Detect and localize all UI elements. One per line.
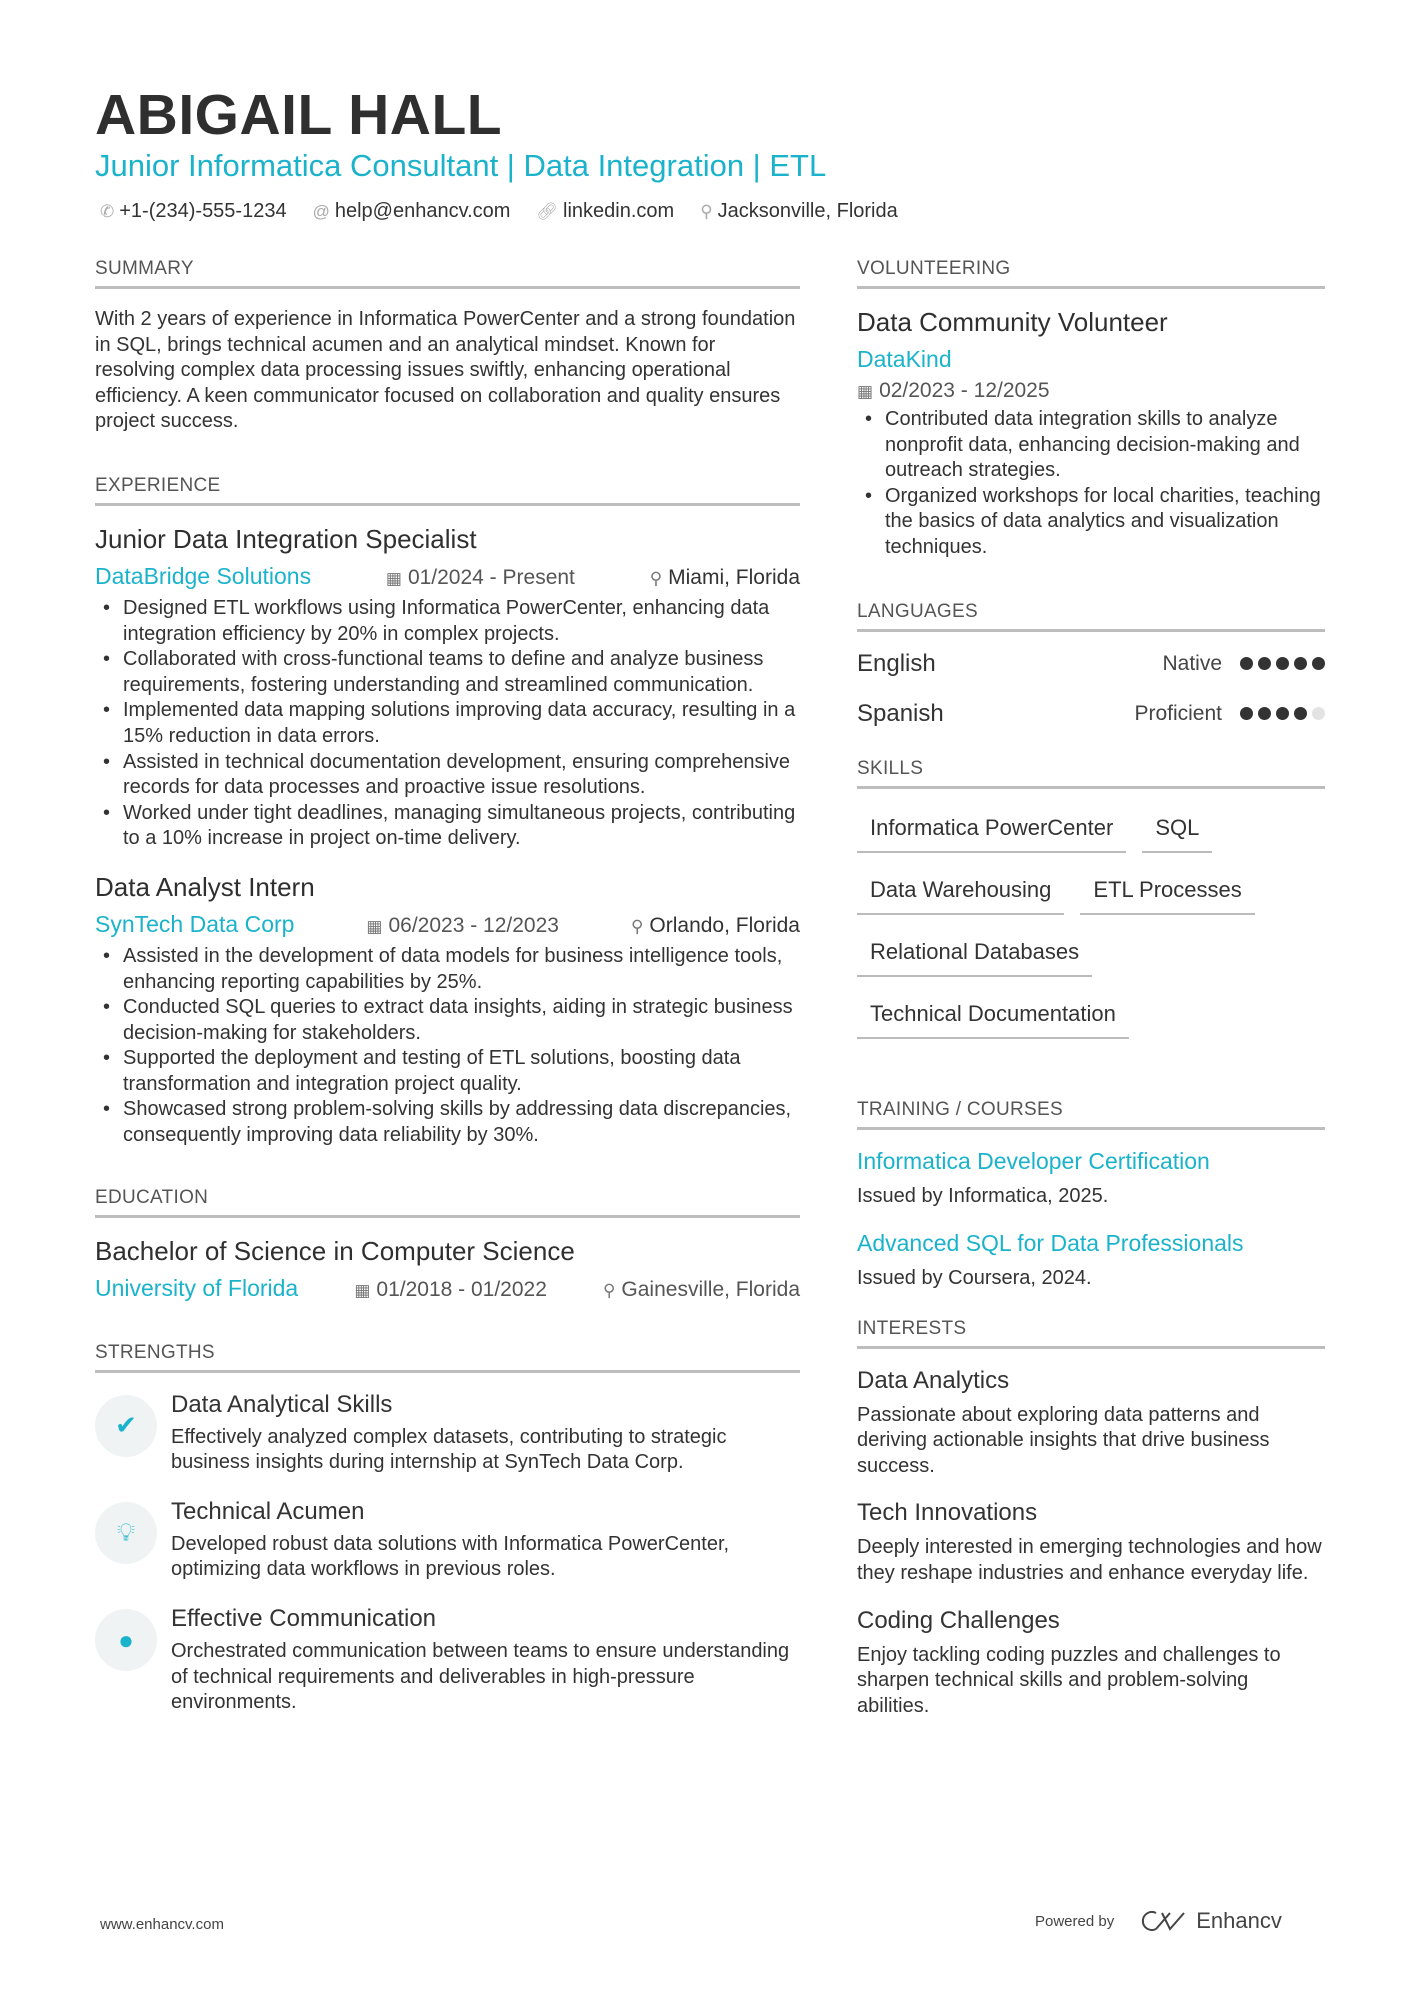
- bullet: • Designed ETL workflows using Informatica PowerCenter, enhancing data integration efficiency by 20% in complex projects.: [95, 596, 800, 647]
- interest-item: [857, 1607, 1325, 1720]
- interest-text: Deeply interested in emerging technologies and how they reshape industries and enhance everyday life.: [857, 1536, 1322, 1584]
- language-item: [857, 650, 1325, 678]
- strength-text: Developed robust data solutions with Informatica PowerCenter, optimizing data workflows in previous roles.: [171, 1532, 730, 1581]
- contact-location: [700, 200, 898, 223]
- volunteer-dates: [857, 379, 1325, 403]
- check-icon: ✔: [95, 1395, 157, 1457]
- location-text: Miami, Florida: [668, 565, 800, 589]
- bullet: • Assisted in technical documentation development, ensuring comprehensive records for data processes and proactive issue resolutions.: [95, 750, 800, 801]
- job-location: [631, 914, 800, 938]
- section-heading: VOLUNTEERING: [857, 258, 1325, 289]
- interests-section: [857, 1318, 1325, 1720]
- bullet: • Supported the deployment and testing of ETL solutions, boosting data transformation and integration project quality.: [95, 1046, 800, 1097]
- rating-dot-filled: [1240, 707, 1253, 720]
- rating-dot-filled: [1276, 657, 1289, 670]
- link-icon: 🔗︎: [536, 202, 559, 221]
- strength-title: Data Analytical Skills: [171, 1390, 393, 1418]
- skill-tag: Informatica PowerCenter: [857, 807, 1126, 853]
- brand-name: Enhancv: [1196, 1908, 1282, 1933]
- rating-dot-filled: [1240, 657, 1253, 670]
- training-section: [857, 1099, 1325, 1290]
- skill-tag: Relational Databases: [857, 931, 1092, 977]
- rating-dot-filled: [1294, 707, 1307, 720]
- school-name: University of Florida: [95, 1274, 299, 1301]
- course-title: Informatica Developer Certification: [857, 1147, 1210, 1174]
- rating-dot-filled: [1312, 657, 1325, 670]
- calendar-icon: ▦: [354, 1280, 371, 1300]
- job-bullets: [95, 944, 800, 1149]
- section-heading: TRAINING / COURSES: [857, 1099, 1325, 1130]
- strength-item: [95, 1391, 800, 1476]
- language-level: Native: [1162, 651, 1222, 675]
- contact-linkedin[interactable]: [536, 200, 674, 223]
- left-column: [95, 258, 800, 1756]
- languages-section: [857, 601, 1325, 728]
- bullet: • Collaborated with cross-functional teams to define and analyze business requirements, fostering understanding and streamlined communication.: [95, 647, 800, 698]
- enhancv-logo-icon: [1140, 1909, 1186, 1933]
- job-dates: [386, 566, 575, 590]
- course-issuer: Issued by Coursera, 2024.: [857, 1266, 1092, 1289]
- rating-dot-filled: [1276, 707, 1289, 720]
- strength-title: Technical Acumen: [171, 1497, 365, 1525]
- language-rating: [1240, 707, 1325, 720]
- dates-text: 01/2018 - 01/2022: [376, 1277, 547, 1301]
- course-issuer: Issued by Informatica, 2025.: [857, 1184, 1109, 1207]
- at-icon: @: [312, 202, 330, 221]
- candidate-name: ABIGAIL HALL: [95, 83, 503, 147]
- interest-title: Coding Challenges: [857, 1606, 1060, 1634]
- location-icon: ⚲: [630, 916, 644, 936]
- rating-dot-filled: [1258, 657, 1271, 670]
- section-heading: INTERESTS: [857, 1318, 1325, 1349]
- company-name: DataBridge Solutions: [95, 562, 312, 589]
- strength-item: [95, 1498, 800, 1583]
- location-text: Jacksonville, Florida: [717, 200, 898, 222]
- interest-text: Enjoy tackling coding puzzles and challenges to sharpen technical skills and problem-solving abilities.: [857, 1643, 1281, 1717]
- job-dates: [366, 914, 559, 938]
- job-meta-row: [95, 911, 800, 938]
- company-name: SynTech Data Corp: [95, 910, 295, 937]
- bullet: • Contributed data integration skills to analyze nonprofit data, enhancing decision-making and outreach strategies.: [857, 407, 1325, 484]
- skill-tag: SQL: [1142, 807, 1212, 853]
- calendar-icon: ▦: [385, 568, 402, 588]
- right-column: [857, 258, 1325, 1759]
- strength-text: Effectively analyzed complex datasets, contributing to strategic business insights during internship at SynTech Data Corp.: [171, 1425, 727, 1474]
- bullet: • Showcased strong problem-solving skills by addressing data discrepancies, consequently improving data reliability by 30%.: [95, 1097, 800, 1148]
- volunteer-role: Data Community Volunteer: [857, 307, 1168, 337]
- language-item: [857, 700, 1325, 728]
- section-heading: STRENGTHS: [95, 1342, 800, 1373]
- job-meta-row: [95, 563, 800, 590]
- location-icon: ⚲: [649, 568, 663, 588]
- interest-title: Tech Innovations: [857, 1499, 1038, 1527]
- contact-phone: [100, 200, 287, 223]
- education-section: [95, 1187, 800, 1302]
- lightbulb-icon: 💡︎: [95, 1502, 157, 1564]
- phone-icon: ✆: [100, 202, 115, 221]
- bullet: • Assisted in the development of data models for business intelligence tools, enhancing reporting capabilities by 25%.: [95, 944, 800, 995]
- interest-item: [857, 1499, 1325, 1586]
- rating-dot-empty: [1312, 707, 1325, 720]
- job-role: Data Analyst Intern: [95, 871, 315, 902]
- skill-tag: Data Warehousing: [857, 869, 1064, 915]
- contact-bar: [100, 200, 898, 223]
- language-level: Proficient: [1134, 701, 1222, 725]
- strength-text: Orchestrated communication between teams to ensure understanding of technical requirements and deliverables in high-pressure environments.: [171, 1640, 790, 1714]
- job-location: [650, 566, 800, 590]
- dates-text: 06/2023 - 12/2023: [388, 913, 559, 937]
- bullet: • Organized workshops for local charities, teaching the basics of data analytics and visualization techniques.: [857, 484, 1325, 561]
- bullet: • Conducted SQL queries to extract data insights, aiding in strategic business decision-making for stakeholders.: [95, 995, 800, 1046]
- section-heading: SUMMARY: [95, 258, 800, 289]
- section-heading: EDUCATION: [95, 1187, 800, 1218]
- skill-tag: ETL Processes: [1080, 869, 1254, 915]
- language-name: Spanish: [857, 699, 944, 727]
- contact-email[interactable]: [313, 200, 511, 223]
- strength-item: [95, 1605, 800, 1716]
- job-role: Junior Data Integration Specialist: [95, 523, 477, 554]
- skill-tags: [857, 807, 1325, 1055]
- location-text: Gainesville, Florida: [621, 1277, 800, 1301]
- education-location: [603, 1278, 800, 1302]
- volunteer-org: DataKind: [857, 346, 952, 372]
- location-icon: ⚲: [700, 202, 713, 221]
- volunteering-section: [857, 258, 1325, 561]
- powered-by-label: Powered by: [1035, 1912, 1115, 1930]
- summary-section: [95, 258, 800, 435]
- location-text: Orlando, Florida: [649, 913, 800, 937]
- dates-text: 01/2024 - Present: [407, 565, 575, 589]
- calendar-icon: ▦: [857, 382, 874, 401]
- linkedin-text[interactable]: linkedin.com: [563, 200, 675, 222]
- education-dates: [354, 1278, 547, 1302]
- job-bullets: [95, 596, 800, 852]
- enhancv-logo[interactable]: [1140, 1908, 1282, 1934]
- skill-tag: Technical Documentation: [857, 993, 1129, 1039]
- calendar-icon: ▦: [366, 916, 383, 936]
- interest-item: [857, 1367, 1325, 1480]
- job-entry: [95, 524, 800, 852]
- bullet: • Implemented data mapping solutions improving data accuracy, resulting in a 15% reduction in data errors.: [95, 698, 800, 749]
- bullet: • Worked under tight deadlines, managing simultaneous projects, contributing to a 10% increase in project on-time delivery.: [95, 801, 800, 852]
- candidate-title: Junior Informatica Consultant | Data Integration | ETL: [95, 148, 827, 183]
- dates-text: 02/2023 - 12/2025: [879, 379, 1050, 402]
- footer-website[interactable]: www.enhancv.com: [100, 1916, 224, 1933]
- footer-powered-by: [1035, 1908, 1282, 1934]
- email-text[interactable]: help@enhancv.com: [334, 200, 511, 222]
- summary-text: With 2 years of experience in Informatica PowerCenter and a strong foundation in SQL, brings technical acumen and an analytical mindset. Known for resolving complex data processing issues swiftly, enhancing operational efficiency. A keen communicator focused on collaboration and quality ensures project success.: [95, 308, 796, 433]
- interest-text: Passionate about exploring data patterns and deriving actionable insights that drive business success.: [857, 1403, 1270, 1477]
- section-heading: SKILLS: [857, 758, 1325, 789]
- section-heading: EXPERIENCE: [95, 475, 800, 506]
- rating-dot-filled: [1258, 707, 1271, 720]
- skills-section: [857, 758, 1325, 1055]
- language-name: English: [857, 649, 936, 677]
- section-heading: LANGUAGES: [857, 601, 1325, 632]
- strength-title: Effective Communication: [171, 1605, 437, 1633]
- course-title: Advanced SQL for Data Professionals: [857, 1229, 1244, 1256]
- head-icon: ●: [95, 1609, 157, 1671]
- education-meta-row: [95, 1275, 800, 1302]
- location-icon: ⚲: [602, 1280, 616, 1300]
- degree: Bachelor of Science in Computer Science: [95, 1235, 575, 1266]
- rating-dot-filled: [1294, 657, 1307, 670]
- interest-title: Data Analytics: [857, 1366, 1010, 1394]
- job-entry: [95, 872, 800, 1149]
- phone-text: +1-(234)-555-1234: [119, 200, 287, 222]
- experience-section: [95, 475, 800, 1149]
- volunteer-bullets: [857, 407, 1325, 561]
- language-rating: [1240, 657, 1325, 670]
- strengths-section: [95, 1342, 800, 1716]
